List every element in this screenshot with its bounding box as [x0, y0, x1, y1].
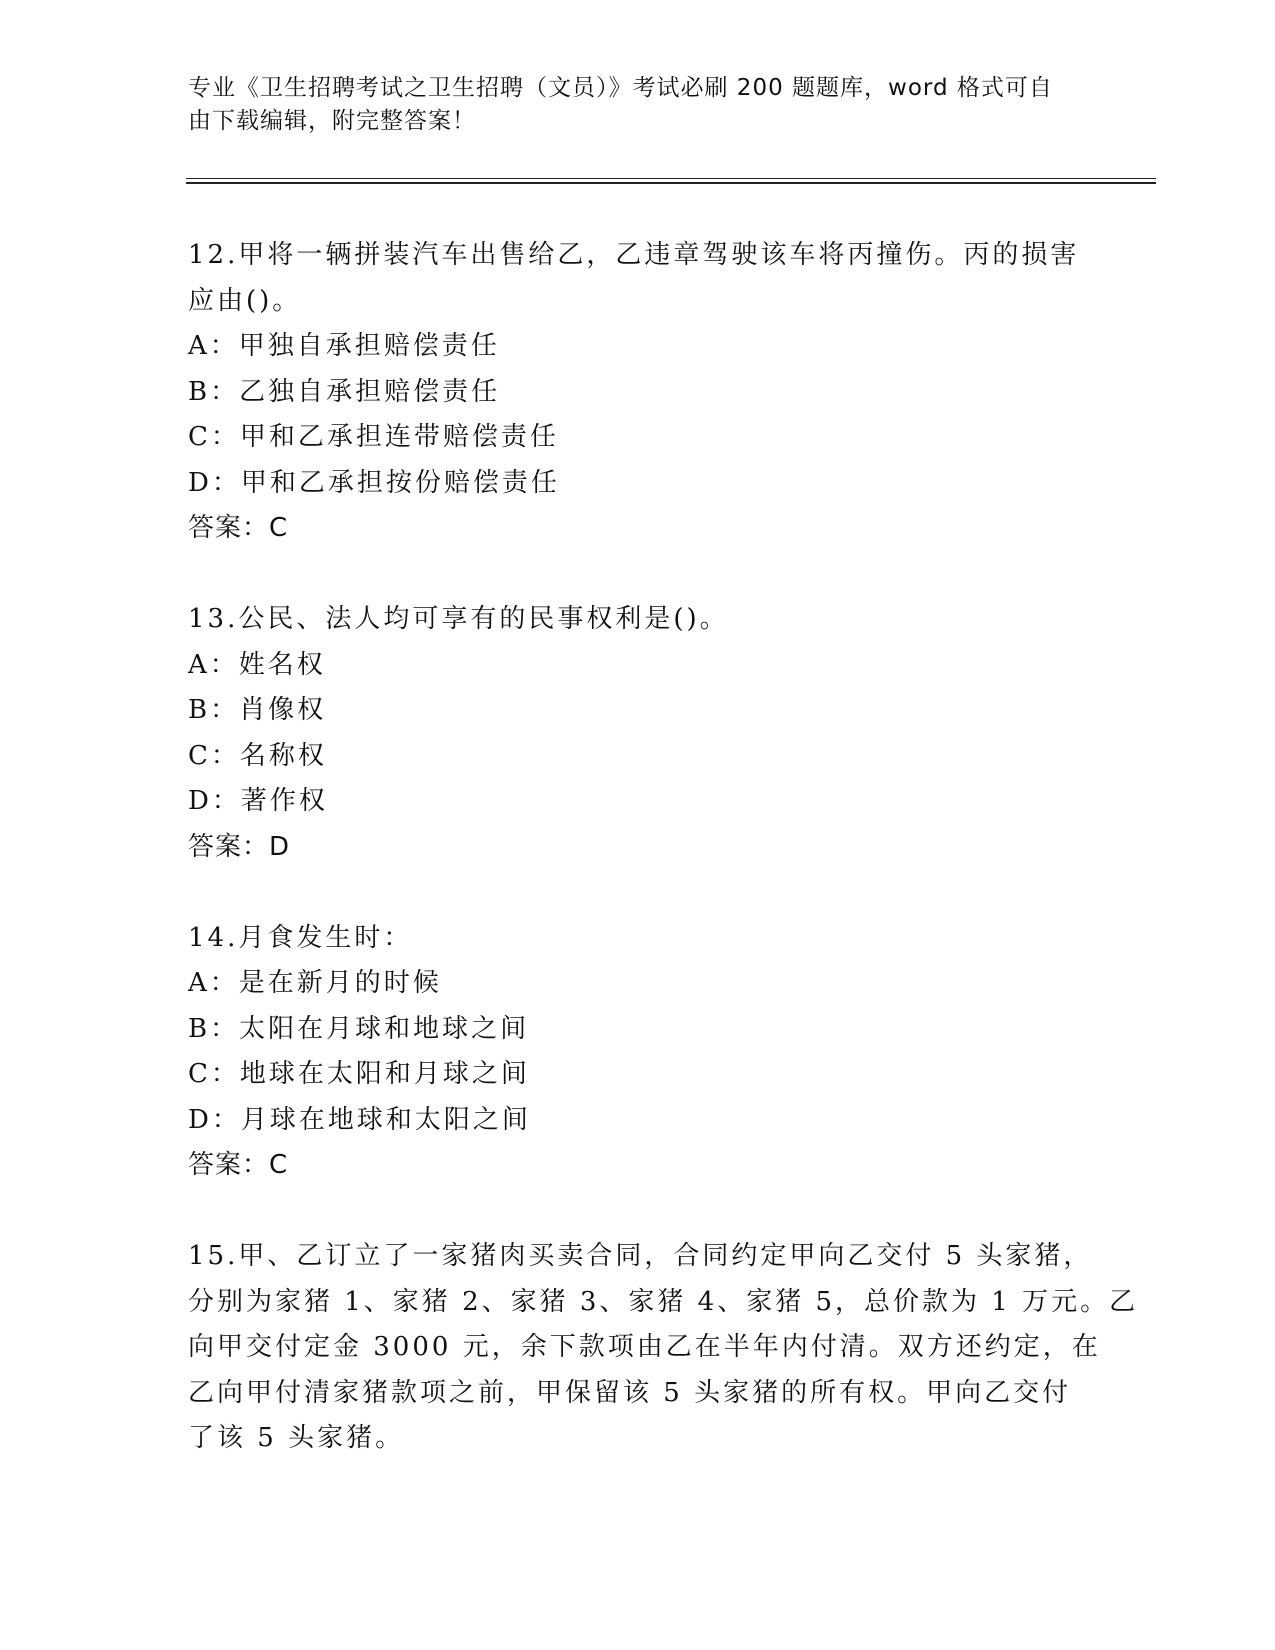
- question-text: 了该 5 头家猪。: [188, 1423, 405, 1453]
- document-header: [188, 72, 1088, 138]
- option-d: D：甲和乙承担按份赔偿责任: [188, 467, 560, 498]
- question-text: 应由()。: [188, 285, 302, 316]
- spacer: [188, 552, 1088, 598]
- question-13: [188, 597, 1088, 870]
- spacer: [188, 1189, 1088, 1235]
- question-12: [188, 233, 1088, 552]
- answer: 答案：C: [188, 1150, 289, 1180]
- header-divider-thick: [186, 182, 1156, 184]
- question-list: [188, 233, 1139, 1462]
- option-c: C：名称权: [188, 740, 327, 771]
- question-text: 14.月食发生时：: [188, 922, 413, 953]
- option-d: D：著作权: [188, 786, 328, 816]
- header-line-1: 专业《卫生招聘考试之卫生招聘（文员）》考试必刷 200 题题库，word 格式可自: [188, 75, 1053, 101]
- option-d: D：月球在地球和太阳之间: [188, 1104, 531, 1135]
- option-a: A：甲独自承担赔偿责任: [188, 331, 500, 361]
- header-line-2: 由下载编辑，附完整答案！: [188, 108, 476, 134]
- question-14: [188, 916, 1088, 1189]
- question-15: [188, 1234, 1139, 1462]
- answer: 答案：D: [188, 831, 291, 862]
- question-text: 12.甲将一辆拼装汽车出售给乙，乙违章驾驶该车将丙撞伤。丙的损害: [188, 240, 1080, 270]
- option-a: A：是在新月的时候: [188, 968, 442, 998]
- option-b: B：太阳在月球和地球之间: [188, 1013, 530, 1044]
- question-text: 13.公民、法人均可享有的民事权利是()。: [188, 604, 729, 634]
- header-divider-thin: [186, 178, 1156, 179]
- option-c: C：甲和乙承担连带赔偿责任: [188, 422, 559, 452]
- option-b: B：肖像权: [188, 695, 327, 725]
- answer: 答案：C: [188, 513, 289, 543]
- question-text: 分别为家猪 1、家猪 2、家猪 3、家猪 4、家猪 5，总价款为 1 万元。乙: [188, 1286, 1139, 1317]
- question-text: 乙向甲付清家猪款项之前，甲保留该 5 头家猪的所有权。甲向乙交付: [188, 1377, 1072, 1408]
- option-a: A：姓名权: [188, 649, 326, 680]
- option-b: B：乙独自承担赔偿责任: [188, 376, 501, 407]
- question-text: 向甲交付定金 3000 元，余下款项由乙在半年内付清。双方还约定，在: [188, 1332, 1101, 1362]
- spacer: [188, 870, 1088, 916]
- option-c: C：地球在太阳和月球之间: [188, 1059, 530, 1089]
- question-text: 15.甲、乙订立了一家猪肉买卖合同，合同约定甲向乙交付 5 头家猪，: [188, 1241, 1093, 1271]
